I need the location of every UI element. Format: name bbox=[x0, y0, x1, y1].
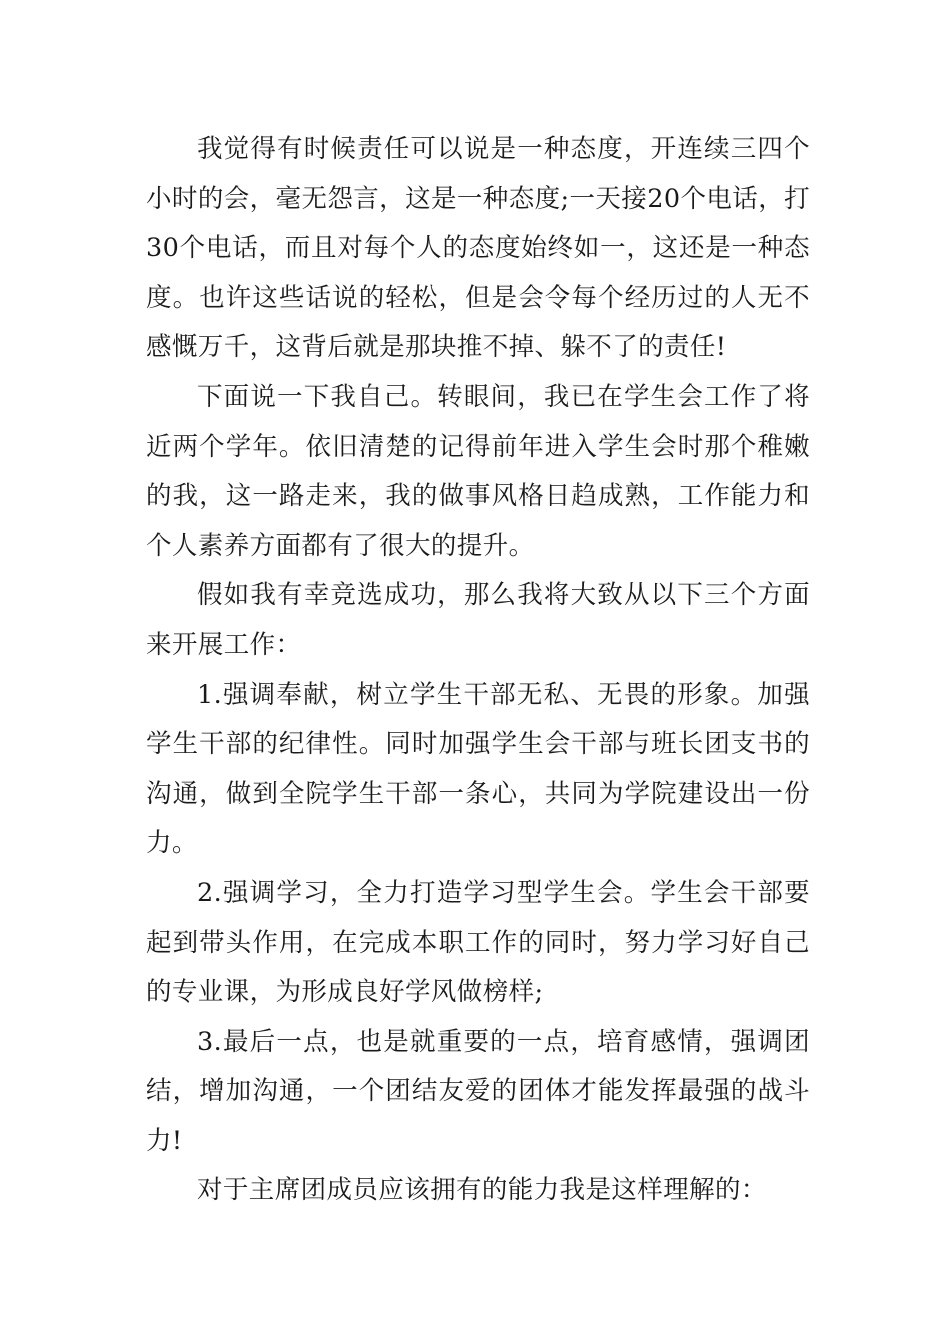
paragraph-plan-item-3: 3.最后一点，也是就重要的一点，培育感情，强调团结，增加沟通，一个团结友爱的团体才能发挥最强的战斗力! bbox=[146, 1026, 810, 1156]
paragraph-work-plan-intro: 假如我有幸竞选成功，那么我将大致从以下三个方面来开展工作： bbox=[146, 580, 810, 660]
document-body bbox=[146, 125, 810, 1216]
paragraph-plan-item-2: 2.强调学习，全力打造学习型学生会。学生会干部要起到带头作用，在完成本职工作的同时，努力学习好自己的专业课，为形成良好学风做榜样; bbox=[146, 877, 810, 1008]
paragraph-abilities-intro: 对于主席团成员应该拥有的能力我是这样理解的： bbox=[197, 1175, 767, 1206]
paragraph-self-introduction: 下面说一下我自己。转眼间，我已在学生会工作了将近两个学年。依旧清楚的记得前年进入学生会时那个稚嫩的我，这一路走来，我的做事风格日趋成熟，工作能力和个人素养方面都有了很大的提升。 bbox=[146, 381, 810, 561]
paragraph-plan-item-1: 1.强调奉献，树立学生干部无私、无畏的形象。加强学生干部的纪律性。同时加强学生会干部与班长团支书的沟通，做到全院学生干部一条心，共同为学院建设出一份力。 bbox=[146, 679, 810, 859]
paragraph-responsibility: 我觉得有时候责任可以说是一种态度，开连续三四个小时的会，毫无怨言，这是一种态度;一天接20个电话，打30个电话，而且对每个人的态度始终如一，这还是一种态度。也许这些话说的轻松，但是会令每个经历过的人无不感慨万千，这背后就是那块推不掉、躲不了的责任! bbox=[146, 134, 810, 363]
